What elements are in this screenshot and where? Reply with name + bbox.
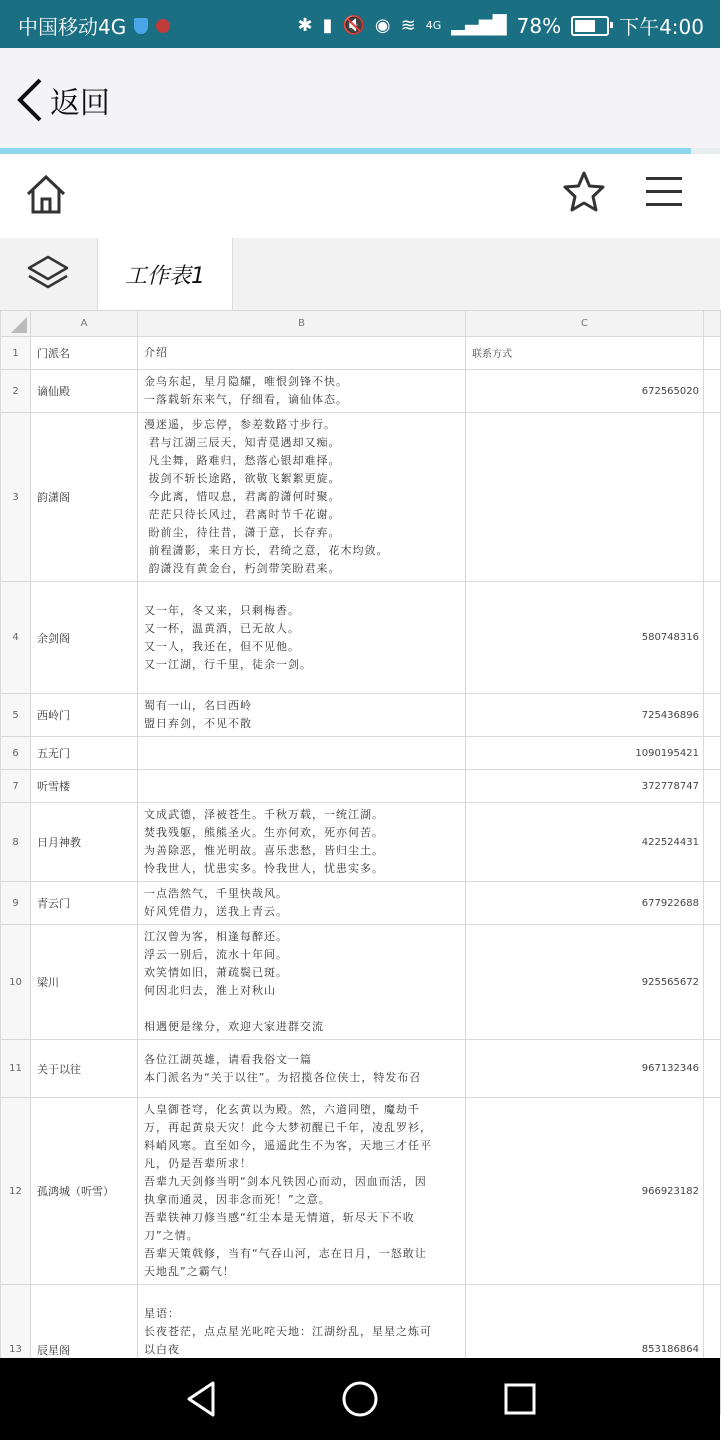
cell-b[interactable]: 金乌东起，星月隐耀，唯恨剑锋不快。 一落载斩东来气，仔细看，谪仙体态。 xyxy=(138,370,466,413)
table-row xyxy=(1,413,721,582)
cell-a[interactable]: 辰星阁 xyxy=(31,1285,138,1415)
status-bar xyxy=(0,0,720,48)
bluetooth-icon: ✱ xyxy=(297,14,313,36)
table-row xyxy=(1,337,721,370)
layers-icon xyxy=(26,254,70,294)
nav-back-icon[interactable] xyxy=(183,1379,223,1419)
cell-d[interactable] xyxy=(704,694,721,737)
cell-d[interactable] xyxy=(704,337,721,370)
spreadsheet-table xyxy=(0,310,721,1415)
cell-d[interactable] xyxy=(704,1040,721,1098)
cell-a[interactable]: 孤鸿城（听雪） xyxy=(31,1098,138,1285)
cell-d[interactable] xyxy=(704,737,721,770)
table-row xyxy=(1,370,721,413)
row-number[interactable]: 9 xyxy=(1,882,31,925)
cell-c[interactable]: 1090195421 xyxy=(466,737,704,770)
cell-a[interactable]: 梁川 xyxy=(31,925,138,1040)
row-number[interactable]: 13 xyxy=(1,1285,31,1415)
cell-b[interactable]: 漫迷遥，步忘停，参差数路寸步行。 君与江湖三辰天，知青觅遇却又痴。 凡尘舞，路难归，愁落心银却难择。 拔剑不斩长途路，欲敬飞絮絮更旋。 今此离，惜叹息，君离韵潇何时聚。 茫茫只待长风过，君离时节千花谢。 盼前尘，待往昔，潇于意，长存弃。 前程潇影，来日方长，君绮之意，花木均敛。 韵潇没有黄金台，朽剑带笑盼君来。 xyxy=(138,413,466,582)
cell-d[interactable] xyxy=(704,925,721,1040)
table-row xyxy=(1,803,721,882)
eye-comfort-icon: ◉ xyxy=(374,14,391,36)
row-number[interactable]: 6 xyxy=(1,737,31,770)
cell-b[interactable]: 星语： 长夜苍茫，点点星光叱咤天地：江湖纷乱，星星之炼可 以白夜 xyxy=(138,1285,466,1415)
sheet-tab-bar xyxy=(0,238,720,311)
mute-icon: 🔇 xyxy=(342,14,365,36)
cell-a[interactable]: 韵潇阁 xyxy=(31,413,138,582)
row-number[interactable]: 11 xyxy=(1,1040,31,1098)
cell-c[interactable]: 422524431 xyxy=(466,803,704,882)
row-number[interactable]: 5 xyxy=(1,694,31,737)
tab-sheet1[interactable]: 工作表1 xyxy=(97,238,233,310)
vibrate-icon: ▮ xyxy=(322,14,333,36)
row-number[interactable]: 7 xyxy=(1,770,31,803)
cell-c[interactable]: 925565672 xyxy=(466,925,704,1040)
toolbar xyxy=(0,154,720,239)
cell-b[interactable]: 文成武德，泽被苍生。千秋万载，一统江湖。 焚我残躯，熊熊圣火。生亦何欢，死亦何苦。 为善除恶，惟光明故。喜乐悲愁，皆归尘土。 怜我世人，忧患实多。怜我世人，忧患实多。 xyxy=(138,803,466,882)
cell-d[interactable] xyxy=(704,882,721,925)
cell-b[interactable]: 各位江湖英雄，请看我俗文一篇 本门派名为“关于以往”。为招揽各位侠士，特发布召 xyxy=(138,1040,466,1098)
cell-c[interactable]: 580748316 xyxy=(466,582,704,694)
column-header-c[interactable]: C xyxy=(466,311,704,337)
cell-d[interactable] xyxy=(704,1098,721,1285)
cell-a[interactable]: 关于以往 xyxy=(31,1040,138,1098)
cell-a[interactable]: 谪仙殿 xyxy=(31,370,138,413)
carrier-label: 中国移动4G xyxy=(18,15,127,39)
select-all-corner[interactable] xyxy=(1,311,31,337)
table-row xyxy=(1,694,721,737)
column-header-blank xyxy=(704,311,721,337)
cell-a[interactable]: 听雪楼 xyxy=(31,770,138,803)
status-right xyxy=(297,11,704,40)
cell-d[interactable] xyxy=(704,370,721,413)
notification-badge-icon xyxy=(156,19,170,33)
table-row xyxy=(1,737,721,770)
row-number[interactable]: 2 xyxy=(1,370,31,413)
clock: 下午4:00 xyxy=(619,15,704,39)
cell-a[interactable]: 门派名 xyxy=(31,337,138,370)
cell-c[interactable]: 372778747 xyxy=(466,770,704,803)
column-header-a[interactable]: A xyxy=(31,311,138,337)
table-row xyxy=(1,1098,721,1285)
table-row xyxy=(1,582,721,694)
row-number[interactable]: 1 xyxy=(1,337,31,370)
cell-c[interactable]: 966923182 xyxy=(466,1098,704,1285)
cell-b[interactable] xyxy=(138,737,466,770)
nav-recents-icon[interactable] xyxy=(502,1379,538,1419)
row-number[interactable]: 4 xyxy=(1,582,31,694)
cell-c[interactable]: 677922688 xyxy=(466,882,704,925)
status-left xyxy=(18,11,170,40)
home-icon[interactable] xyxy=(24,172,68,216)
nav-home-icon[interactable] xyxy=(340,1379,380,1419)
cell-c[interactable]: 联系方式 xyxy=(466,337,704,370)
cell-c[interactable]: 672565020 xyxy=(466,370,704,413)
cell-d[interactable] xyxy=(704,803,721,882)
system-nav-bar xyxy=(0,1358,720,1440)
row-number[interactable]: 3 xyxy=(1,413,31,582)
row-number[interactable]: 8 xyxy=(1,803,31,882)
layers-button[interactable] xyxy=(0,238,96,310)
cell-a[interactable]: 余剑阁 xyxy=(31,582,138,694)
cell-a[interactable]: 西岭门 xyxy=(31,694,138,737)
table-row xyxy=(1,770,721,803)
back-label: 返回 xyxy=(50,86,110,121)
cell-c[interactable] xyxy=(466,413,704,582)
cell-c[interactable]: 725436896 xyxy=(466,694,704,737)
cell-d[interactable] xyxy=(704,413,721,582)
cell-b[interactable]: 人皇御苍穹，化玄黄以为殿。然，六道同堕，魔劫千 万，再起黄泉天灾！此今大梦初醒已千年，凌乱罗衫， 料峭风寒。直至如今，遥遥此生不为客，天地三才任平 凡，仍是吾辈所求！ 吾辈九天剑修当明“剑本凡铁因心而动，因血而活，因 执拿而通灵，因非念而死！”之意。 吾辈铁神刀修当感“红尘本是无情道，斩尽天下不收 刀”之情。 吾辈天策戟修，当有“气吞山河，志在日月，一怒敢让 天地乱”之霸气！ xyxy=(138,1098,466,1285)
battery-icon xyxy=(571,16,609,36)
cell-d[interactable] xyxy=(704,582,721,694)
column-header-row xyxy=(1,311,721,337)
menu-icon[interactable] xyxy=(644,174,684,210)
wifi-icon: ≋ xyxy=(400,14,416,36)
table-row xyxy=(1,1040,721,1098)
chevron-left-icon xyxy=(16,78,44,122)
cell-c[interactable]: 967132346 xyxy=(466,1040,704,1098)
spreadsheet-grid[interactable] xyxy=(0,310,720,1358)
cell-a[interactable]: 五无门 xyxy=(31,737,138,770)
cell-a[interactable]: 日月神教 xyxy=(31,803,138,882)
network-type: 4G xyxy=(425,19,442,32)
cell-b[interactable]: 江汉曾为客，相逢每醉还。 浮云一别后，流水十年间。 欢笑情如旧，萧疏鬓已斑。 何因北归去，淮上对秋山 相遇便是缘分，欢迎大家进群交流 xyxy=(138,925,466,1040)
star-icon[interactable] xyxy=(562,170,606,214)
cell-b[interactable] xyxy=(138,770,466,803)
signal-bars-icon: ▂▄▆█ xyxy=(451,14,507,36)
row-number[interactable]: 12 xyxy=(1,1098,31,1285)
cell-b[interactable]: 介绍 xyxy=(138,337,466,370)
cell-b[interactable]: 蜀有一山，名曰西岭 盟日弃剑，不见不散 xyxy=(138,694,466,737)
cell-b[interactable]: 一点浩然气，千里快哉风。 好风凭借力，送我上青云。 xyxy=(138,882,466,925)
security-shield-icon xyxy=(134,18,148,34)
back-button[interactable] xyxy=(16,78,110,122)
column-header-b[interactable]: B xyxy=(138,311,466,337)
table-row xyxy=(1,882,721,925)
cell-d[interactable] xyxy=(704,770,721,803)
table-row xyxy=(1,925,721,1040)
cell-b[interactable]: 又一年，冬又来，只剩梅香。 又一杯，温黄酒，已无故人。 又一人，我还在，但不见他。 又一江湖，行千里，徒余一剑。 xyxy=(138,582,466,694)
row-number[interactable]: 10 xyxy=(1,925,31,1040)
cell-a[interactable]: 青云门 xyxy=(31,882,138,925)
battery-percent: 78% xyxy=(516,13,562,38)
cell-c[interactable]: 853186864 xyxy=(466,1285,704,1415)
